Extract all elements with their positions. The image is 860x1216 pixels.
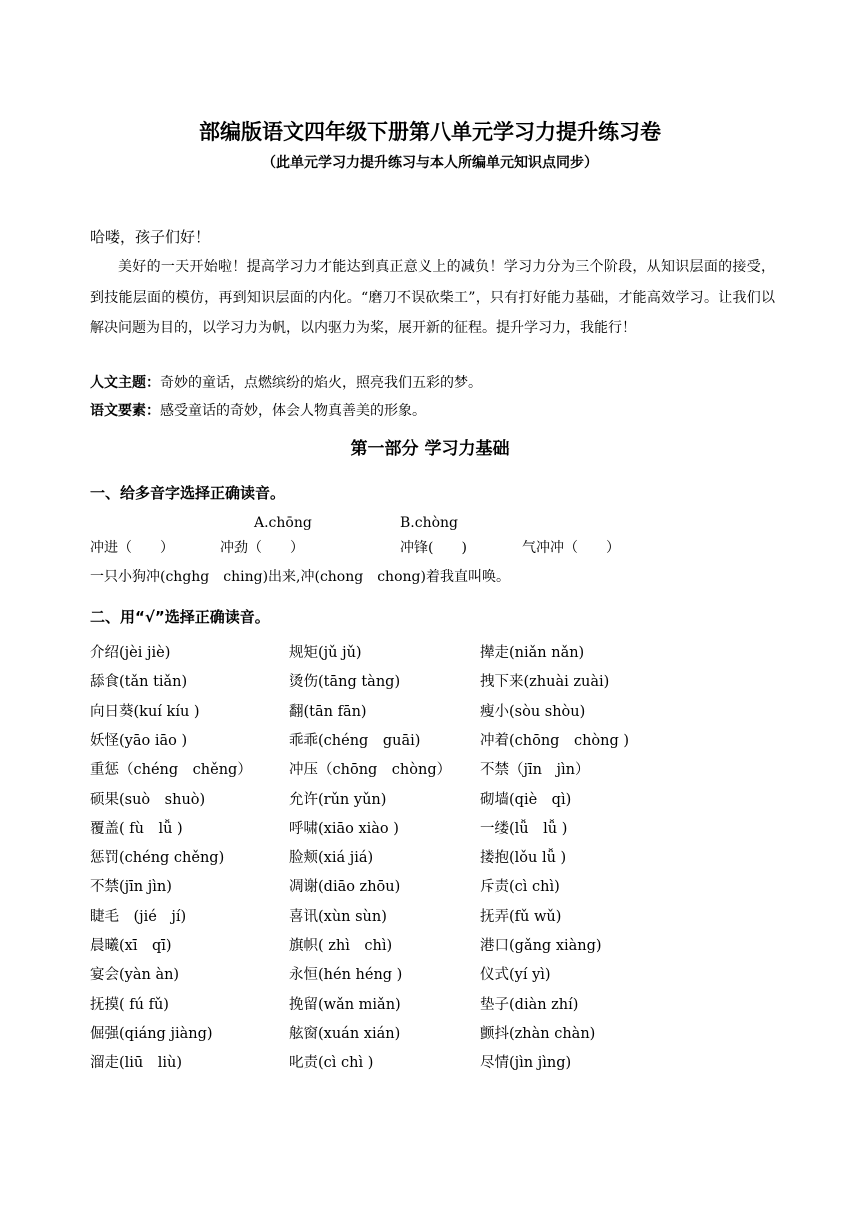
pronunciation-item: 一缕(lǚ lǚ ): [480, 820, 568, 837]
pronunciation-item: 舷窗(xuán xián): [289, 1025, 401, 1042]
pronunciation-item: 睫毛 (jié jí): [90, 908, 187, 925]
pronunciation-item: 覆盖( fù lǚ ): [90, 820, 183, 837]
theme-line: [90, 372, 482, 392]
pronunciation-item: 脸颊(xiá jiá): [289, 850, 374, 867]
question-item: 冲进（ ）: [90, 540, 174, 556]
option-b: B.chòng: [400, 515, 459, 531]
pronunciation-item: 砌墙(qiè qì): [480, 791, 572, 808]
pronunciation-item: 挽留(wǎn miǎn): [289, 996, 401, 1013]
pronunciation-item: 仪式(yí yì): [480, 967, 551, 984]
pronunciation-item: 叱责(cì chì ): [289, 1055, 374, 1072]
greeting: 哈喽，孩子们好！: [90, 228, 211, 246]
pronunciation-item: 凋谢(diāo zhōu): [289, 879, 401, 896]
pronunciation-item: 旗帜( zhì chì): [289, 938, 393, 954]
question-item: 冲劲（ ）: [220, 540, 304, 556]
pronunciation-item: 惩罚(chéng chěng): [90, 850, 225, 867]
pronunciation-item: 不禁(jīn jìn): [90, 879, 172, 896]
pronunciation-item: 宴会(yàn àn): [90, 967, 180, 984]
pronunciation-item: 垫子(diàn zhí): [480, 996, 579, 1013]
pronunciation-item: 港口(gǎng xiàng): [480, 938, 602, 954]
pronunciation-item: 舔食(tǎn tiǎn): [90, 674, 188, 691]
page-subtitle: （此单元学习力提升练习与本人所编单元知识点同步）: [262, 155, 598, 171]
question-item: 气冲冲（ ）: [522, 540, 620, 556]
option-a: A.chōng: [254, 515, 312, 531]
pronunciation-item: 颤抖(zhàn chàn): [480, 1025, 596, 1042]
pronunciation-item: 翻(tān fān): [289, 703, 367, 720]
page-title: 部编版语文四年级下册第八单元学习力提升练习卷: [199, 120, 661, 144]
part-title: 第一部分 学习力基础: [350, 439, 510, 459]
pronunciation-item: 瘦小(sòu shòu): [480, 703, 586, 720]
element-line: [90, 400, 426, 420]
pronunciation-item: 永恒(hén héng ): [289, 967, 403, 984]
pronunciation-item: 重惩（chéng chěng）: [90, 762, 252, 779]
section1-heading: 一、给多音字选择正确读音。: [90, 484, 286, 502]
pronunciation-item: 呼啸(xiāo xiào ): [289, 820, 399, 837]
element-text: 感受童话的奇妙，体会人物真善美的形象。: [160, 403, 426, 419]
pronunciation-item: 不禁（jīn jìn）: [480, 762, 590, 779]
pronunciation-item: 撵走(niǎn nǎn): [480, 645, 585, 661]
pronunciation-item: 溜走(liū liù): [90, 1055, 183, 1072]
pronunciation-item: 介绍(jèi jiè): [90, 645, 171, 661]
pronunciation-item: 拽下来(zhuài zuài): [480, 674, 610, 691]
pronunciation-item: 冲压（chōng chòng）: [289, 762, 452, 779]
theme-label: 人文主题：: [90, 375, 160, 391]
pronunciation-item: 乖乖(chéng guāi): [289, 732, 421, 749]
pronunciation-item: 倔强(qiáng jiàng): [90, 1025, 213, 1042]
pronunciation-item: 抚弄(fǔ wǔ): [480, 908, 562, 925]
pronunciation-item: 搂抱(lǒu lǚ ): [480, 850, 567, 867]
pronunciation-item: 烫伤(tāng tàng): [289, 674, 401, 691]
pronunciation-item: 允许(rǔn yǔn): [289, 791, 387, 808]
pronunciation-item: 规矩(jǔ jǔ): [289, 645, 362, 661]
theme-text: 奇妙的童话，点燃缤纷的焰火，照亮我们五彩的梦。: [160, 375, 482, 391]
pronunciation-item: 硕果(suò shuò): [90, 791, 206, 808]
element-label: 语文要素：: [90, 403, 160, 419]
pronunciation-item: 斥责(cì chì): [480, 879, 560, 896]
pronunciation-item: 妖怪(yāo iāo ): [90, 732, 188, 749]
pronunciation-item: 晨曦(xī qī): [90, 938, 172, 954]
pronunciation-item: 抚摸( fú fǔ): [90, 996, 169, 1013]
section2-heading: 二、用“√”选择正确读音。: [90, 608, 270, 626]
question-sentence: 一只小狗冲(chghg ching)出来,冲(chong chong)着我直叫唤。: [90, 569, 510, 585]
question-item: 冲锋( ): [400, 540, 467, 556]
pronunciation-item: 尽情(jìn jìng): [480, 1055, 572, 1072]
pronunciation-item: 喜讯(xùn sùn): [289, 908, 387, 925]
pronunciation-item: 向日葵(kuí kíu ): [90, 703, 200, 720]
pronunciation-item: 冲着(chōng chòng ): [480, 732, 630, 749]
intro-paragraph: 美好的一天开始啦！提高学习力才能达到真正意义上的减负！学习力分为三个阶段，从知识层面的接受，到技能层面的模仿，再到知识层面的内化。“磨刀不误砍柴工”，只有打好能力基础，才能高效学习。让我们以解决问题为目的，以学习力为帆，以内驱力为桨，展开新的征程。提升学习力，我能行！: [90, 259, 775, 336]
